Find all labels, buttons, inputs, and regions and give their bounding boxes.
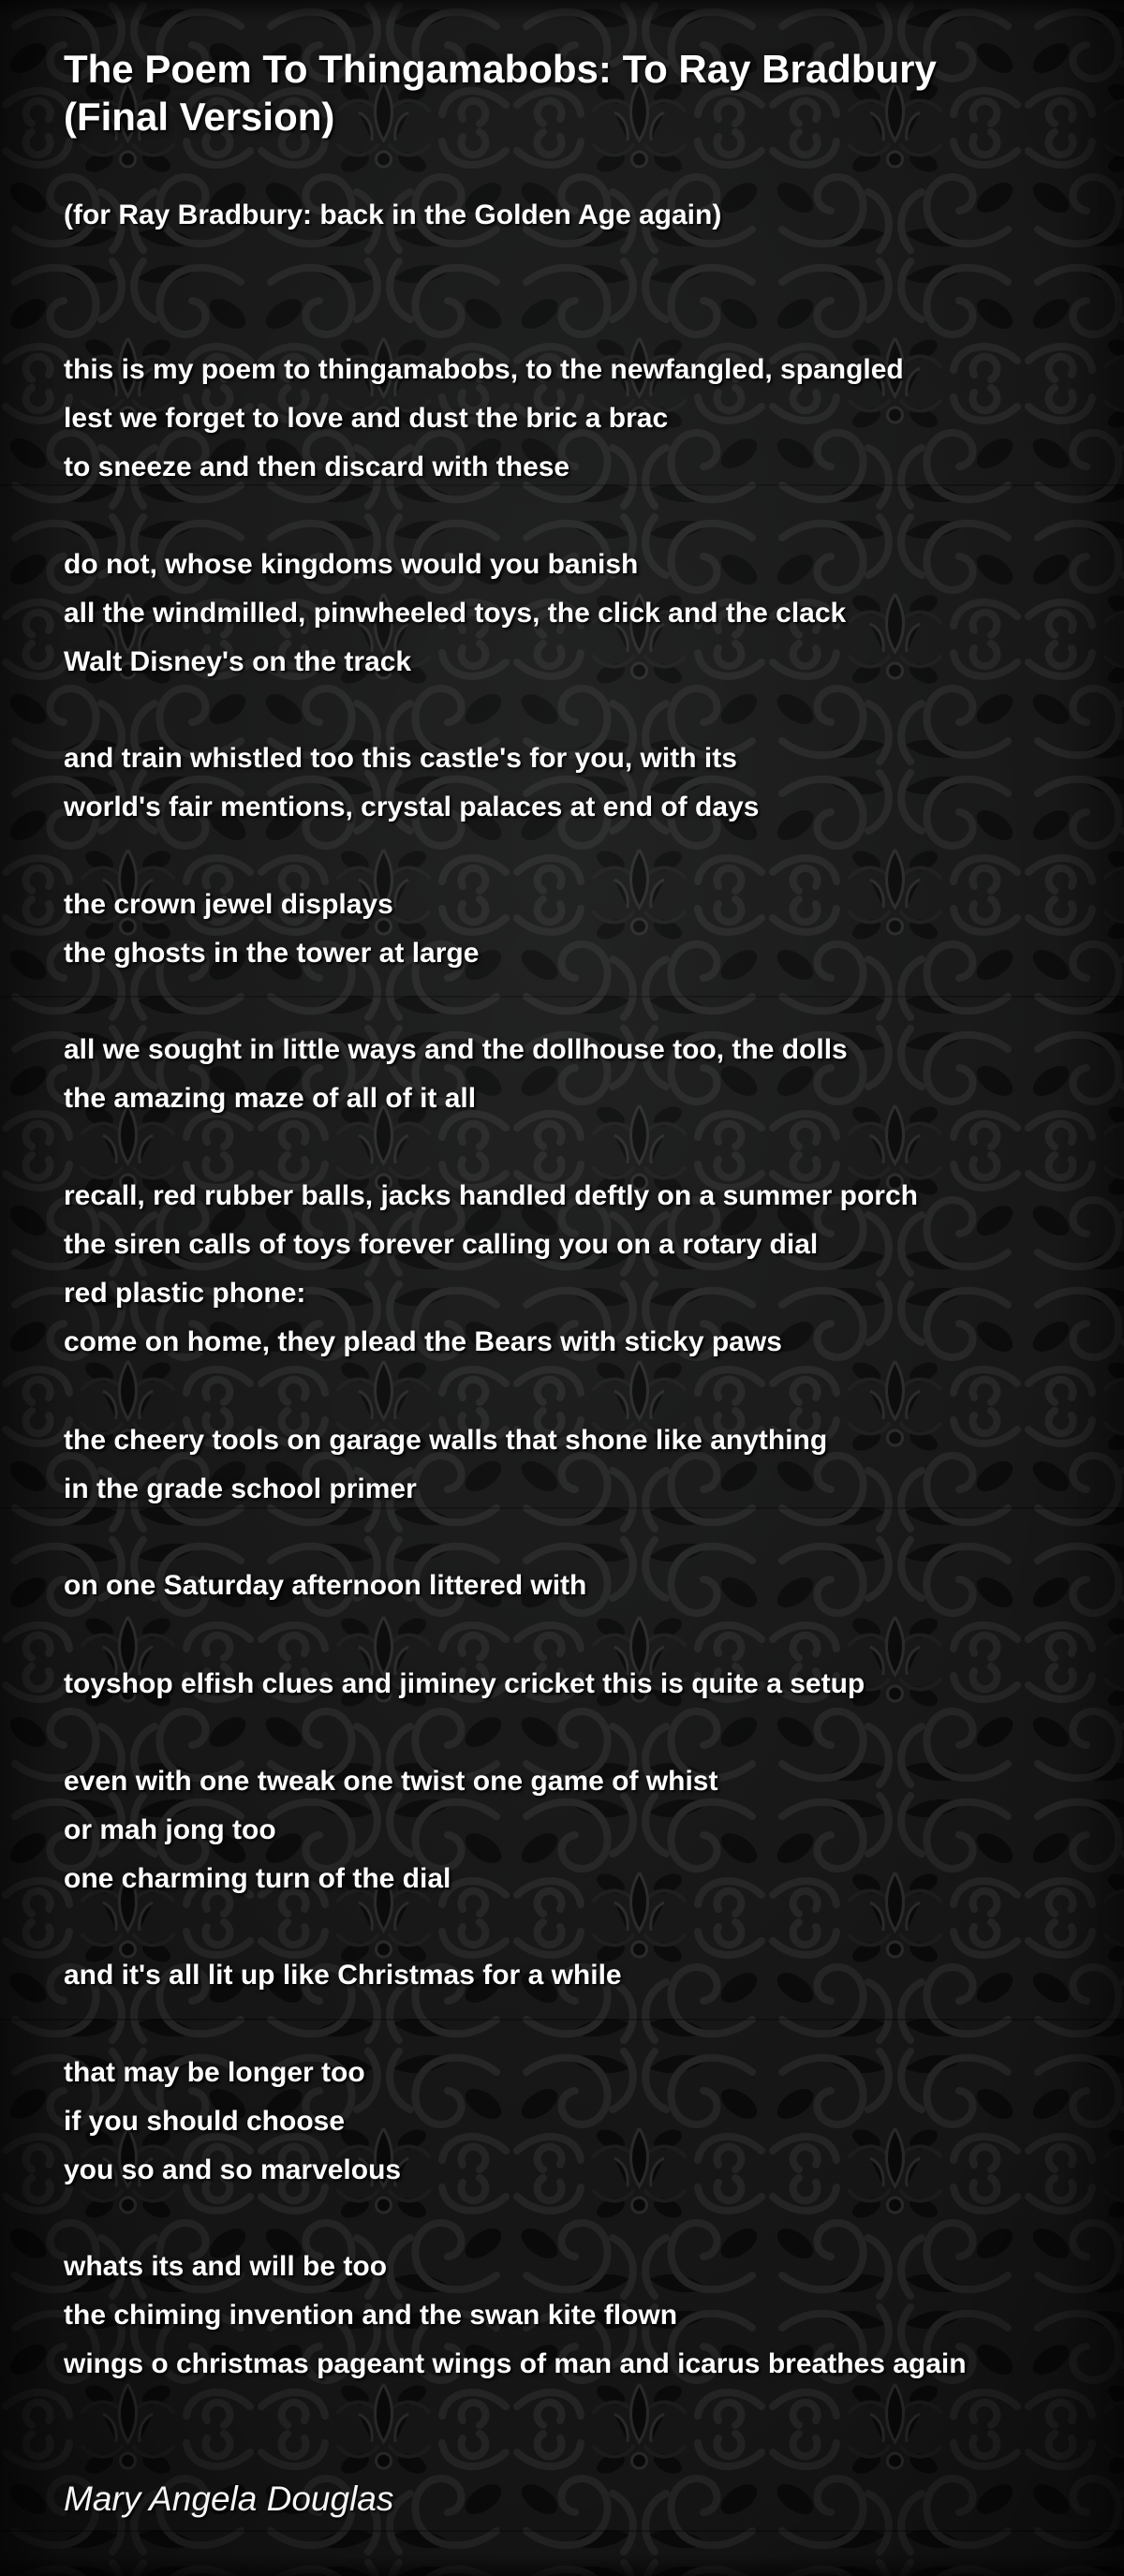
poem-line: on one Saturday afternoon littered with xyxy=(64,1570,587,1601)
poem-line: or mah jong too xyxy=(64,1814,276,1845)
poem-line: wings o christmas pageant wings of man and icarus breathes again xyxy=(64,2348,967,2379)
poem-stanza-12 xyxy=(64,2049,401,2195)
poem-line: the amazing maze of all of it all xyxy=(64,1083,477,1114)
poem-line: and train whistled too this castle's for you, with its xyxy=(64,743,737,774)
poem-stanza-1 xyxy=(64,346,904,492)
poem-title xyxy=(64,45,937,141)
poem-line: all we sought in little ways and the dollhouse too, the dolls xyxy=(64,1034,848,1065)
poem-stanza-6 xyxy=(64,1172,918,1367)
poem-stanza-5 xyxy=(64,1026,848,1123)
poem-stanza-3 xyxy=(64,734,759,832)
poem-line: all the windmilled, pinwheeled toys, the click and the clack xyxy=(64,598,847,629)
poem-line: you so and so marvelous xyxy=(64,2154,402,2185)
poem-line: world's fair mentions, crystal palaces at end of days xyxy=(64,792,760,822)
poem-line: this is my poem to thingamabobs, to the newfangled, spangled xyxy=(64,354,904,385)
poem-line: one charming turn of the dial xyxy=(64,1863,451,1894)
poem-line: do not, whose kingdoms would you banish xyxy=(64,549,639,580)
poem-line: and it's all lit up like Christmas for a while xyxy=(64,1960,622,1991)
poem-dedication: (for Ray Bradbury: back in the Golden Age again) xyxy=(64,200,722,230)
poem-line: whats its and will be too xyxy=(64,2251,388,2282)
poem-line: recall, red rubber balls, jacks handled deftly on a summer porch xyxy=(64,1180,918,1211)
poem-line: red plastic phone: xyxy=(64,1278,306,1309)
poem-stanza-11 xyxy=(64,1951,622,2000)
poem-line: come on home, they plead the Bears with sticky paws xyxy=(64,1326,782,1357)
poem-stanza-2 xyxy=(64,540,846,687)
poem-line: even with one tweak one twist one game of whist xyxy=(64,1766,718,1797)
poem-stanza-7 xyxy=(64,1416,827,1514)
poem-stanza-13 xyxy=(64,2243,967,2389)
poem-line: that may be longer too xyxy=(64,2057,365,2088)
poem-line: if you should choose xyxy=(64,2106,346,2137)
poem-stanza-4 xyxy=(64,881,479,978)
poem-line: in the grade school primer xyxy=(64,1473,417,1504)
poem-stanza-10 xyxy=(64,1757,717,1903)
poem-line: the ghosts in the tower at large xyxy=(64,938,480,969)
poem-line: the cheery tools on garage walls that shone like anything xyxy=(64,1425,828,1456)
poem-line: the siren calls of toys forever calling you on a rotary dial xyxy=(64,1229,819,1260)
poem-line: lest we forget to love and dust the bric a brac xyxy=(64,403,669,434)
poem-line: the crown jewel displays xyxy=(64,889,393,920)
poem-author-signature: Mary Angela Douglas xyxy=(64,2480,394,2518)
poem-line: Walt Disney's on the track xyxy=(64,646,412,677)
poem-line: toyshop elfish clues and jiminey cricket this is quite a setup xyxy=(64,1668,865,1699)
poem-title-line-1: The Poem To Thingamabobs: To Ray Bradbury xyxy=(64,47,937,91)
poem-line: to sneeze and then discard with these xyxy=(64,452,570,482)
poem-title-line-2: (Final Version) xyxy=(64,95,335,139)
poem-line: the chiming invention and the swan kite flown xyxy=(64,2300,678,2331)
poem-stanza-8 xyxy=(64,1562,586,1610)
poem-stanza-9 xyxy=(64,1660,865,1709)
